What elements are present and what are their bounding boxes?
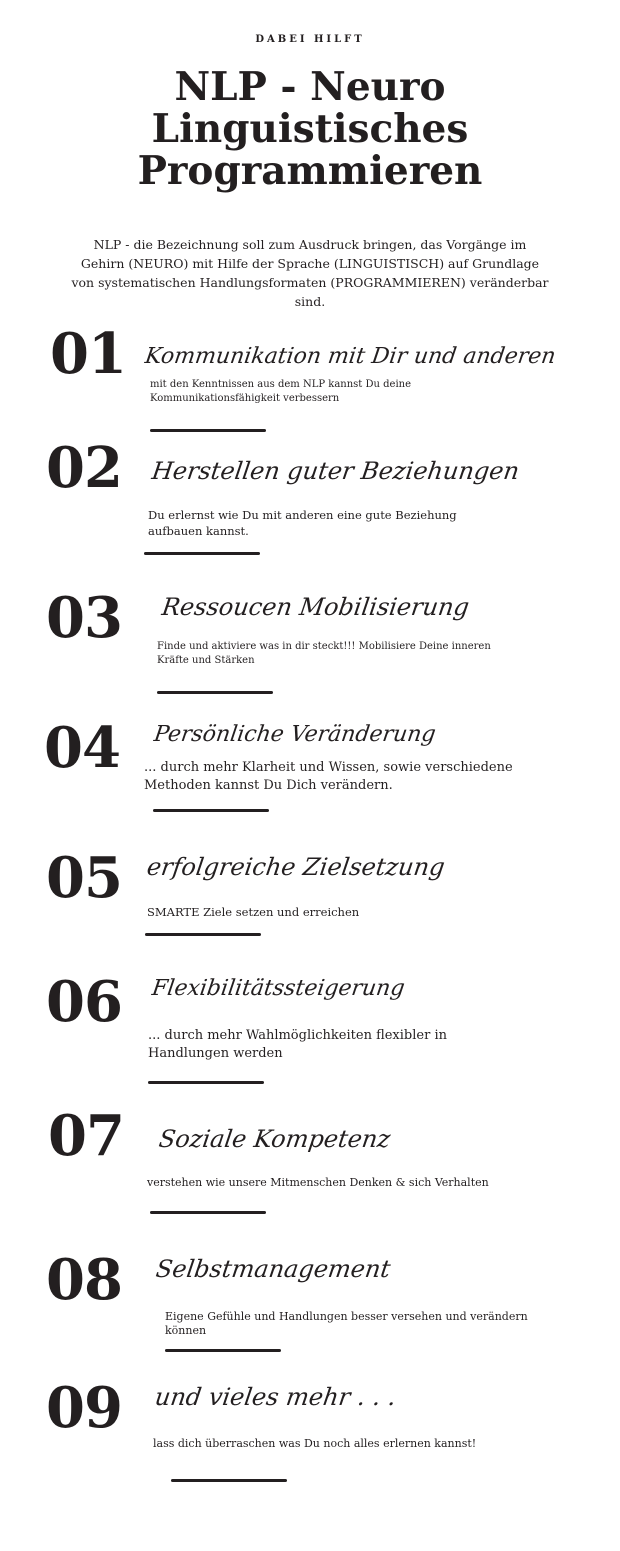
item-description: Finde und aktiviere was in dir steckt!!! Mobilisiere Deine inneren Kräfte und Stärken xyxy=(157,641,491,666)
divider-brush-line xyxy=(153,809,269,812)
divider-brush-line xyxy=(150,429,266,432)
intro-text: NLP - die Bezeichnung soll zum Ausdruck bringen, das Vorgänge im Gehirn (NEURO) mit Hilfe der Sprache (LINGUISTISCH) auf Grundlage von systematischen Handlungsformaten (PROGRAMMIEREN) veränderbar sind. xyxy=(71,237,549,309)
item-number: 02 xyxy=(46,435,122,501)
list-item-09 xyxy=(0,1376,620,1506)
divider-brush-line xyxy=(144,552,260,555)
list-item-08 xyxy=(0,1248,620,1378)
item-number: 07 xyxy=(48,1103,124,1169)
item-number: 03 xyxy=(46,585,122,651)
item-heading: Flexibilitätssteigerung xyxy=(150,976,407,1001)
item-heading: Selbstmanagement xyxy=(154,1255,393,1283)
divider-brush-line xyxy=(150,1211,266,1214)
item-number: 06 xyxy=(46,969,122,1035)
divider-brush-line xyxy=(165,1349,281,1352)
item-heading: erfolgreiche Zielsetzung xyxy=(145,853,447,881)
item-heading: und vieles mehr . . . xyxy=(153,1383,398,1411)
list-item-01 xyxy=(0,322,620,452)
item-description: verstehen wie unsere Mitmenschen Denken & sich Verhalten xyxy=(147,1176,489,1189)
list-item-06 xyxy=(0,970,620,1100)
item-number: 08 xyxy=(46,1247,122,1313)
list-item-03 xyxy=(0,586,620,716)
item-number: 01 xyxy=(50,321,126,387)
item-description: ... durch mehr Wahlmöglichkeiten flexibler in Handlungen werden xyxy=(148,1028,447,1061)
divider-brush-line xyxy=(145,933,261,936)
item-heading: Kommunikation mit Dir und anderen xyxy=(143,344,558,369)
page-title: NLP - Neuro Linguistisches Programmieren xyxy=(137,64,483,194)
item-description: Eigene Gefühle und Handlungen besser versehen und verändern können xyxy=(165,1310,528,1337)
item-heading: Persönliche Veränderung xyxy=(152,722,438,747)
item-description: ... durch mehr Klarheit und Wissen, sowie verschiedene Methoden kannst Du Dich verändern. xyxy=(144,760,513,793)
eyebrow-label: DABEI HILFT xyxy=(255,34,365,45)
item-description: lass dich überraschen was Du noch alles erlernen kannst! xyxy=(153,1437,477,1450)
list-item-05 xyxy=(0,846,620,976)
item-number: 09 xyxy=(46,1375,122,1441)
item-description: SMARTE Ziele setzen und erreichen xyxy=(147,905,360,919)
list-item-02 xyxy=(0,436,620,566)
item-heading: Herstellen guter Beziehungen xyxy=(150,457,522,485)
list-item-04 xyxy=(0,716,620,846)
item-heading: Ressoucen Mobilisierung xyxy=(160,593,471,621)
divider-brush-line xyxy=(157,691,273,694)
divider-brush-line xyxy=(148,1081,264,1084)
divider-brush-line xyxy=(171,1479,287,1482)
item-description: mit den Kenntnissen aus dem NLP kannst Du deine Kommunikationsfähigkeit verbessern xyxy=(150,379,412,404)
item-number: 05 xyxy=(46,845,122,911)
item-heading: Soziale Kompetenz xyxy=(157,1125,393,1153)
item-number: 04 xyxy=(44,715,120,781)
list-item-07 xyxy=(0,1104,620,1234)
item-description: Du erlernst wie Du mit anderen eine gute Beziehung aufbauen kannst. xyxy=(148,508,457,538)
